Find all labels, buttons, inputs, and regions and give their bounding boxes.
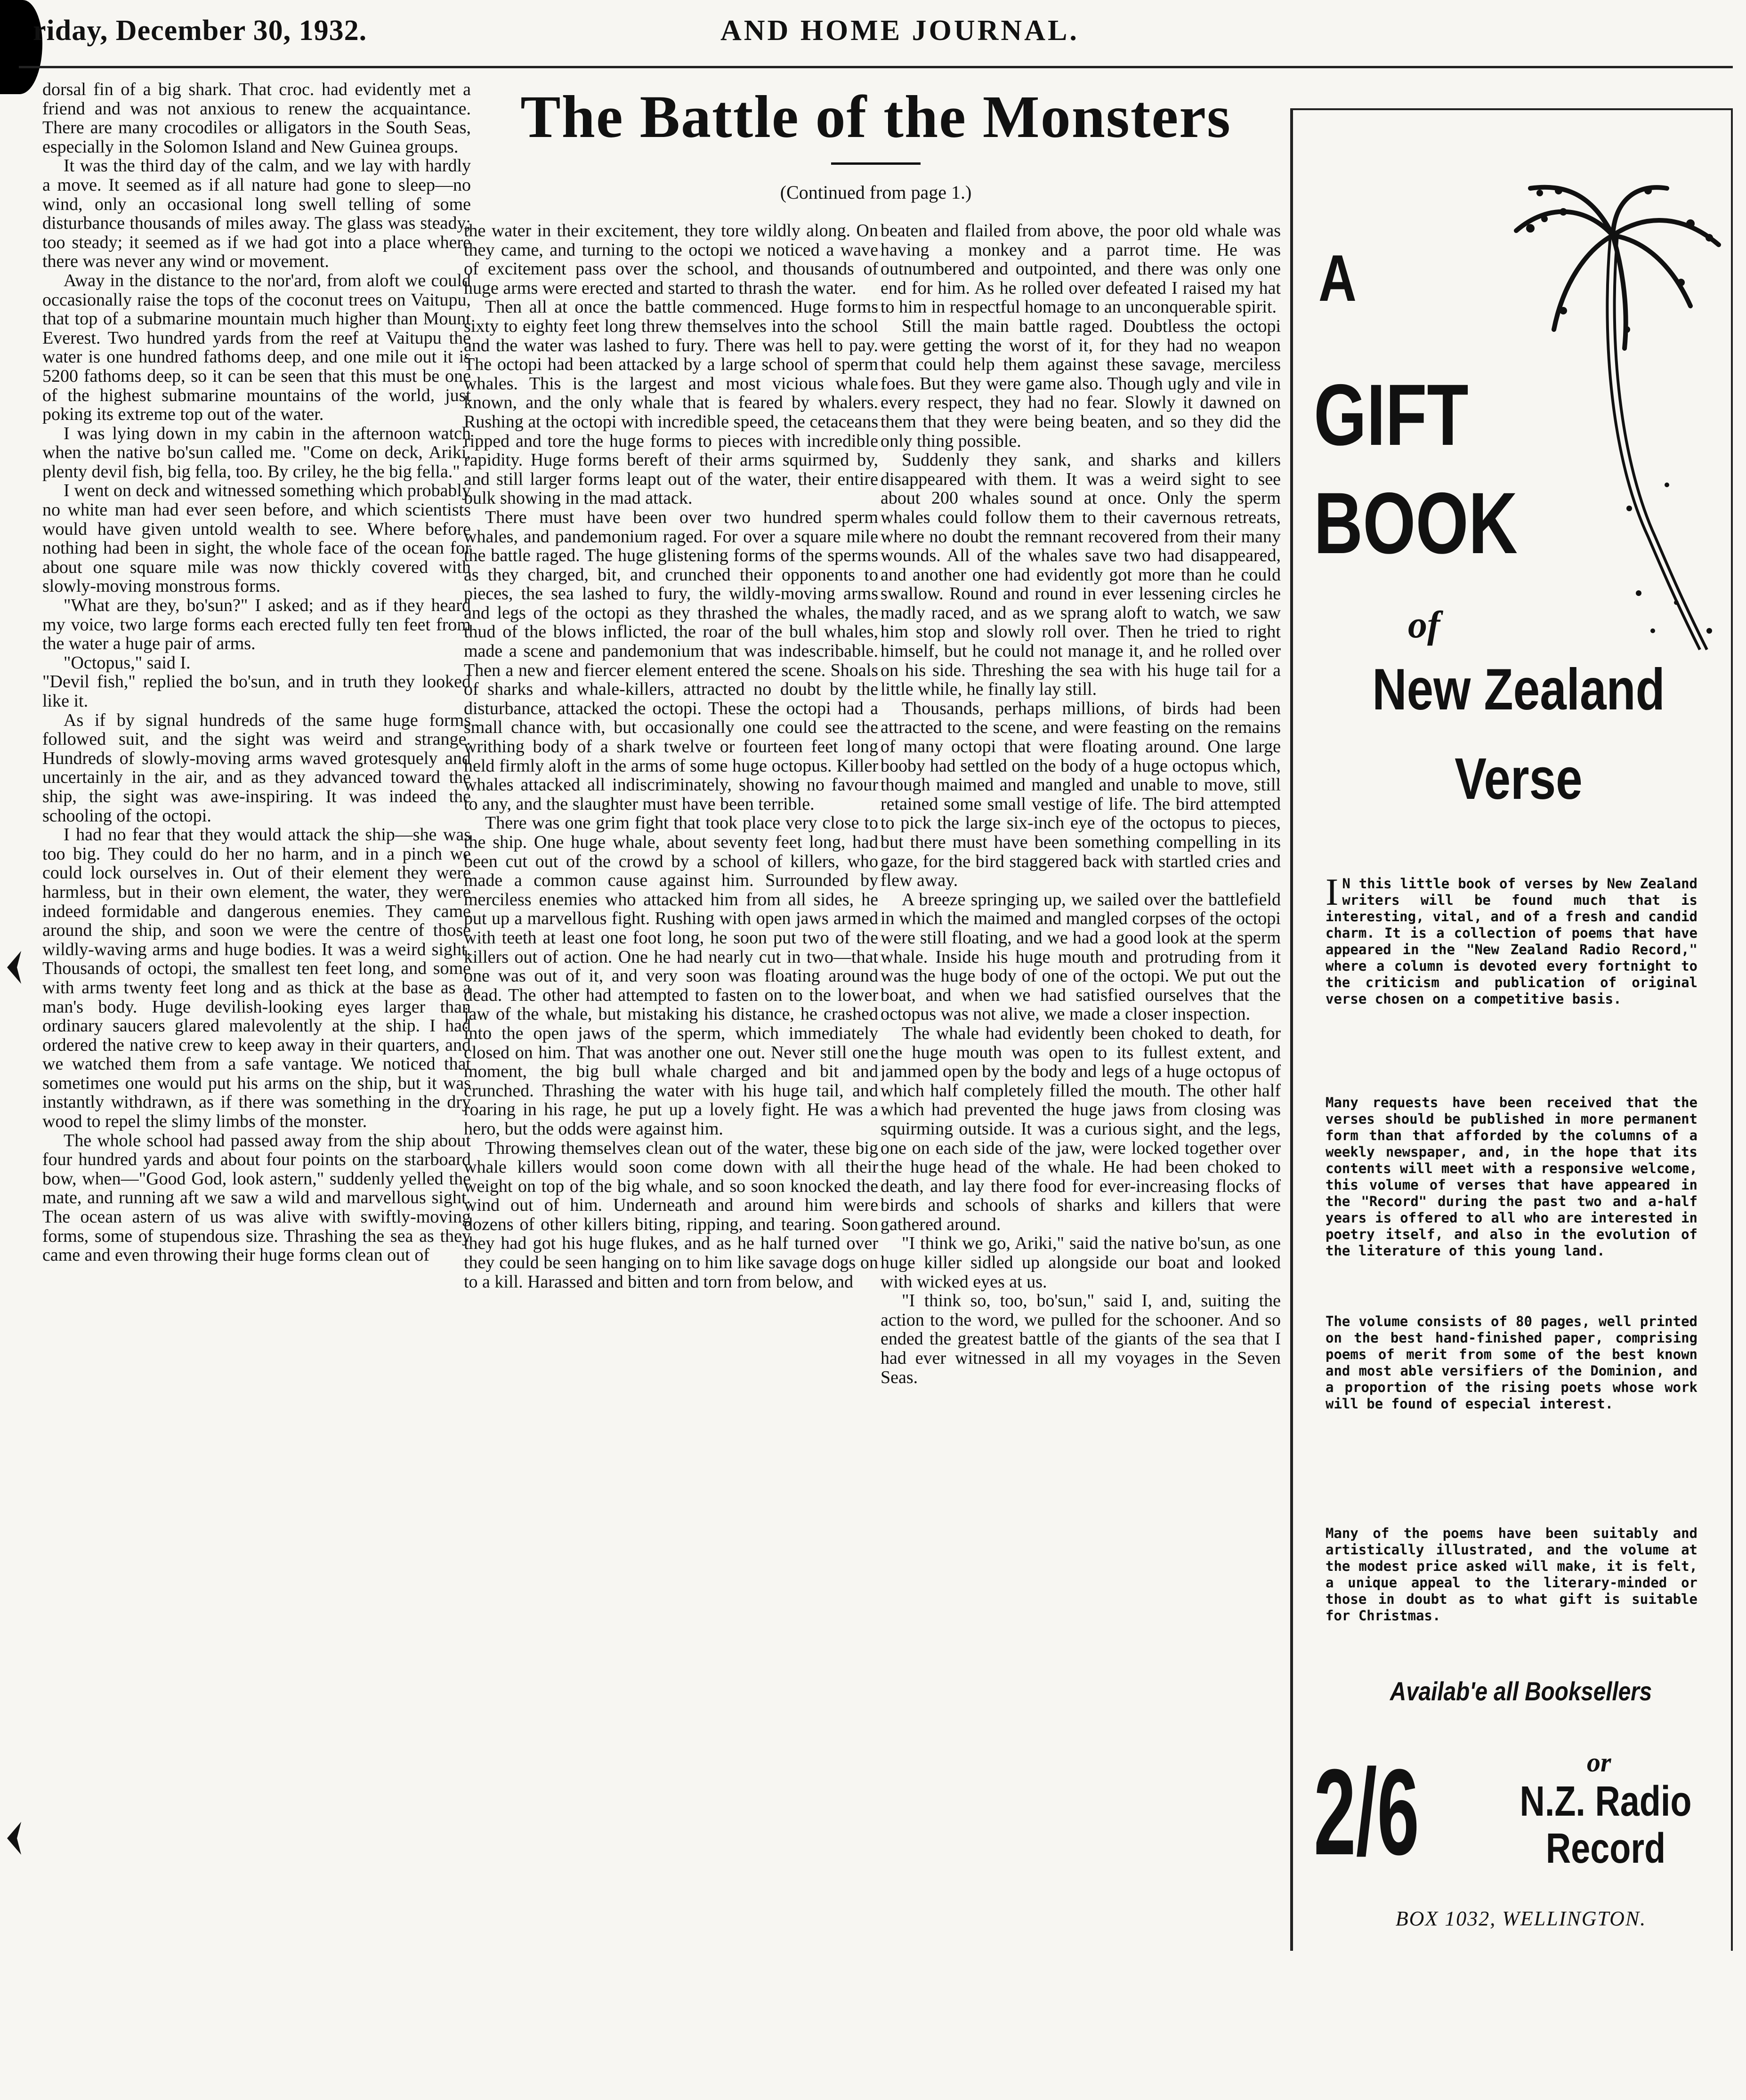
publisher-address: BOX 1032, WELLINGTON.	[1395, 1907, 1647, 1930]
paragraph: Still the main battle raged. Doubtless the octopi were getting the worst of it, for they had no weapon that could help them against these savage, merciless foes. But they were game also. Though ugly and vile in every respect, they had no fear. Slowly it dawned on them that they were being beaten, and so they did the only thing possible.	[881, 316, 1281, 451]
paragraph: dorsal fin of a big shark. That croc. had evidently met a friend and was not anxious to renew the acquaintance. There are many crocodiles or alligators in the South Seas, especially in the Solomon Island and New Guinea groups.	[42, 80, 471, 157]
advert-paragraph-3: The volume consists of 80 pages, well printed on the best hand-finished paper, comprising poems of merit from some of the best known and most able versifiers of the Dominion, and a proportion of the rising poets whose work will be found of especial interest.	[1326, 1313, 1698, 1412]
advert-paragraph-1	[1326, 870, 1698, 1007]
advert-paragraph-text: N this little book of verses by New Zealand writers will be found much that is interesting, vital, and of a fresh and candid charm. It is a collection of poems that have appeared in the "New Zealand Radio Record," where a column is devoted every fortnight to the criticism and publication of original verse chosen on a competitive basis.	[1326, 876, 1698, 1007]
paragraph: "Devil fish," replied the bo'sun, and in truth they looked like it.	[42, 672, 471, 711]
price: 2/6	[1314, 1744, 1420, 1881]
article-column-1	[42, 80, 471, 2071]
paragraph: the water in their excitement, they tore wildly along. On they came, and turning to the octopi we noticed a wave of excitement pass over the school, and thousands of huge arms were erected and started to thrash the water.	[464, 221, 878, 298]
paragraph: Then all at once the battle commenced. Huge forms sixty to eighty feet long threw themselves into the school and the water was lashed to fury. There was hell to pay. The octopi had been attacked by a large school of sperm whales. This is the largest and most vicious whale known, and the only whale that is feared by whalers. Rushing at the octopi with incredible speed, the cetaceans ripped and tore the huge forms to pieces with incredible rapidity. Huge forms bereft of their arms squirmed by, and still larger forms leapt out of the water, their entire bulk showing in the mad attack.	[464, 297, 878, 508]
advert-book: BOOK	[1314, 475, 1518, 572]
paragraph: The whale had evidently been choked to death, for the huge mouth was open to its fullest extent, and jammed open by the body and legs of a huge octopus of which half completely filled the mouth. The other half which had prevented the huge jaws from closing was squirming outside. It was a curious sight, and the legs, one on each side of the jaw, were locked together over the huge head of the whale. He had been choked to death, and lay there food for ever-increasing flocks of birds and schools of sharks and killers that were gathered around.	[881, 1023, 1281, 1234]
issue-date: riday, December 30, 1932.	[33, 15, 367, 47]
paragraph: Thousands, perhaps millions, of birds had been attracted to the scene, and were feasting on the remains of many octopi that were floating around. One large booby had settled on the body of a huge octopus which, though maimed and mangled and unable to move, still retained some small vestige of life. The bird attempted to pick the large six-inch eye of the octopus to pieces, but there must have been something compelling in its gaze, for the bird staggered back with startled cries and flew away.	[881, 698, 1281, 891]
advert-verse: Verse	[1455, 747, 1583, 812]
paragraph: "I think we go, Ariki," said the native bo'sun, as one huge killer sidled up alongside our boat and looked with wicked eyes at us.	[881, 1233, 1281, 1292]
drop-cap: I	[1326, 870, 1339, 913]
header-rule	[19, 66, 1733, 68]
paragraph: "I think so, too, bo'sun," said I, and, suiting the action to the word, we pulled for the schooner. And so ended the greatest battle of the giants of the sea that I had ever witnessed in all my voyages in the Seven Seas.	[881, 1291, 1281, 1387]
paragraph: There must have been over two hundred sperm whales, and pandemonium raged. For over a square mile the battle raged. The huge glistening forms of the sperms as they charged, bit, and crunched their opponents to pieces, the sea lashed to fury, the wildly-moving arms and legs of the octopi as they thrashed the whales, the thud of the blows inflicted, the roar of the bull whales, made a scene and pandemonium that was indescribable. Then a new and fiercer element entered the scene. Shoals of sharks and whale-killers, attracted no doubt by the disturbance, attacked the octopi. These the octopi had a small chance with, but occasionally one could see the writhing body of a shark twelve or fourteen feet long held firmly aloft in the arms of some huge octopus. Killer whales attacked all indiscriminately, showing no favour to any, and the slaughter must have been terrible.	[464, 507, 878, 814]
article-column-3	[881, 221, 1281, 2071]
paragraph: "What are they, bo'sun?" I asked; and as if they heard my voice, two large forms each erected fully ten feet from the water a huge pair of arms.	[42, 595, 471, 654]
article-column-2	[464, 221, 878, 2071]
paragraph: Away in the distance to the nor'ard, from aloft we could occasionally raise the tops of the coconut trees on Vaitupu, that top of a submarine mountain much higher than Mount Everest. Two hundred yards from the reef at Vaitupu the water is one hundred fathoms deep, and one mile out it is 5200 fathoms deep, so it can be seen that this must be one of the highest submarine mountains of the world, just poking its extreme top out of the water.	[42, 270, 471, 425]
publisher-line-2: Record	[1545, 1825, 1666, 1872]
masthead: AND HOME JOURNAL.	[720, 15, 1079, 47]
continued-note: (Continued from page 1.)	[780, 182, 972, 203]
advert-of: of	[1408, 603, 1440, 646]
paragraph: It was the third day of the calm, and we lay with hardly a move. It seemed as if all nature had gone to sleep—no wind, only an occasional long swell telling of some disturbance thousands of miles away. The glass was steady; too steady; it seemed as if we had got into a place where there was never any wind or movement.	[42, 156, 471, 272]
paragraph: "Octopus," said I.	[64, 652, 191, 673]
paragraph: Suddenly they sank, and sharks and killers disappeared with them. It was a weird sight to see about 200 whales sound at once. Only the sperm whales could follow them to their cavernous retreats, where no doubt the remnant recovered from their many wounds. All of the whales save two had disappeared, and another one had evidently got more than he could swallow. Round and round in ever lessening circles he madly raced, and as we sprang aloft to watch, we saw him stop and slowly roll over. Then he tried to right himself, but he could not manage it, and he rolled over on his side. Threshing the sea with his huge tail for a little while, he finally lay still.	[881, 450, 1281, 700]
article-title: The Battle of the Monsters	[520, 83, 1231, 150]
or-label: or	[1587, 1747, 1611, 1778]
advert-new-zealand: New Zealand	[1372, 657, 1665, 722]
paragraph: There was one grim fight that took place very close to the ship. One huge whale, about seventy feet long, had been cut out of the crowd by a school of killers, who made a common cause against him. Surrounded by merciless enemies who attacked him from all sides, he put up a marvellous fight. Rushing with open jaws armed with teeth at least one foot long, he soon put two of the killers out of action. One he had nearly cut in two—that one was out of it, and very soon was floating around dead. The other had attempted to fasten on to the lower jaw of the whale, but mistaking his distance, he crashed into the open jaws of the sperm, which immediately closed on him. That was another one out. Never still one moment, the big bull whale charged and bit and crunched. Thrashing the water with his huge tail, and roaring in his rage, he put up a lovely fight. He was a hero, but the odds were against him.	[464, 813, 878, 1139]
paragraph: I had no fear that they would attack the ship—she was too big. They could do her no harm, and in a pinch we could lock ourselves in. Out of their element they were harmless, but in their own element, the water, they were indeed formidable and dangerous enemies. They came around the ship, and soon we were the centre of those wildly-waving arms and huge bodies. It was a weird sight. Thousands of octopi, the smallest ten feet long, and some with arms twenty feet long and as thick at the base as a man's body. Huge devilish-looking eyes larger than ordinary saucers glared malevolently at the ship. I had ordered the native crew to keep away in their quarters, and we watched them from a safe vantage. We noticed that sometimes one would put his arms on the ship, but it was instantly withdrawn, as if there was something in the dry wood to repel the slimy limbs of the monster.	[42, 825, 471, 1132]
margin-arrow-mark	[7, 951, 21, 984]
paragraph: The whole school had passed away from the ship about four hundred yards and about four points on the starboard bow, when—"Good God, look astern," suddenly yelled the mate, and running aft we saw a wild and marvellous sight. The ocean astern of us was alive with swiftly-moving forms, some of stupendous size. Thrashing the sea as they came and even throwing their huge forms clean out of	[42, 1130, 471, 1265]
publisher-line-1: N.Z. Radio	[1520, 1778, 1692, 1825]
page-header	[0, 0, 1746, 71]
advert-paragraph-2: Many requests have been received that the verses should be published in more permanent form than that afforded by the columns of a weekly newspaper, and, in the hope that its contents will meet with a responsive welcome, this volume of verses that have appeared in the "Record" during the past two and a-half years is offered to all who are interested in poetry itself, and also in the evolution of the literature of this young land.	[1326, 1094, 1698, 1259]
margin-arrow-mark	[7, 1822, 21, 1855]
advert-gift: GIFT	[1314, 367, 1469, 464]
paragraph: I was lying down in my cabin in the afternoon watch when the native bo'sun called me. "Come on deck, Ariki, plenty devil fish, big fella, too. By criley, he the big fella."	[42, 423, 471, 482]
palm-tree-illustration	[1512, 179, 1728, 659]
title-divider	[831, 162, 921, 165]
paragraph: I went on deck and witnessed something which probably no white man had ever seen before, and which scientists would have given untold wealth to see. Where before nothing had been in sight, the whole face of the ocean for about one square mile was now thickly covered with slowly-moving monstrous forms.	[42, 481, 471, 596]
paragraph: beaten and flailed from above, the poor old whale was having a monkey and a parrot time. He was outnumbered and outpointed, and there was only one end for him. As he rolled over defeated I raised my hat to him in respectful homage to an unconquerable spirit.	[881, 221, 1281, 317]
paragraph: As if by signal hundreds of the same huge forms followed suit, and the sight was weird and strange. Hundreds of slowly-moving arms waved grotesquely and uncertainly in the air, and as they advanced toward the ship, the sight was awe-inspiring. It was indeed the schooling of the octopi.	[42, 710, 471, 826]
advert-paragraph-4: Many of the poems have been suitably and artistically illustrated, and the volume at the modest price asked will make, it is felt, a unique appeal to the literary-minded or those in doubt as to what gift is suitable for Christmas.	[1326, 1525, 1698, 1624]
paragraph: Throwing themselves clean out of the water, these big whale killers would soon come down with all their weight on top of the big whale, and so soon knocked the wind out of him. Underneath and around him were dozens of other killers biting, ripping, and tearing. Soon they had got his huge flukes, and as he half turned over they could be seen hanging on to him like savage dogs on to a kill. Harassed and bitten and torn from below, and	[464, 1138, 878, 1292]
availability-line: Availab'e all Booksellers	[1390, 1676, 1652, 1706]
paragraph: A breeze springing up, we sailed over the battlefield in which the maimed and mangled corpses of the octopi were still floating, and we had a good look at the sperm whale. Inside his huge mouth and protruding from it was the huge body of one of the octopi. We put out the boat, and when we had satisfied ourselves that the octopus was not alive, we made a closer inspection.	[881, 889, 1281, 1024]
advert-a: A	[1318, 241, 1357, 315]
